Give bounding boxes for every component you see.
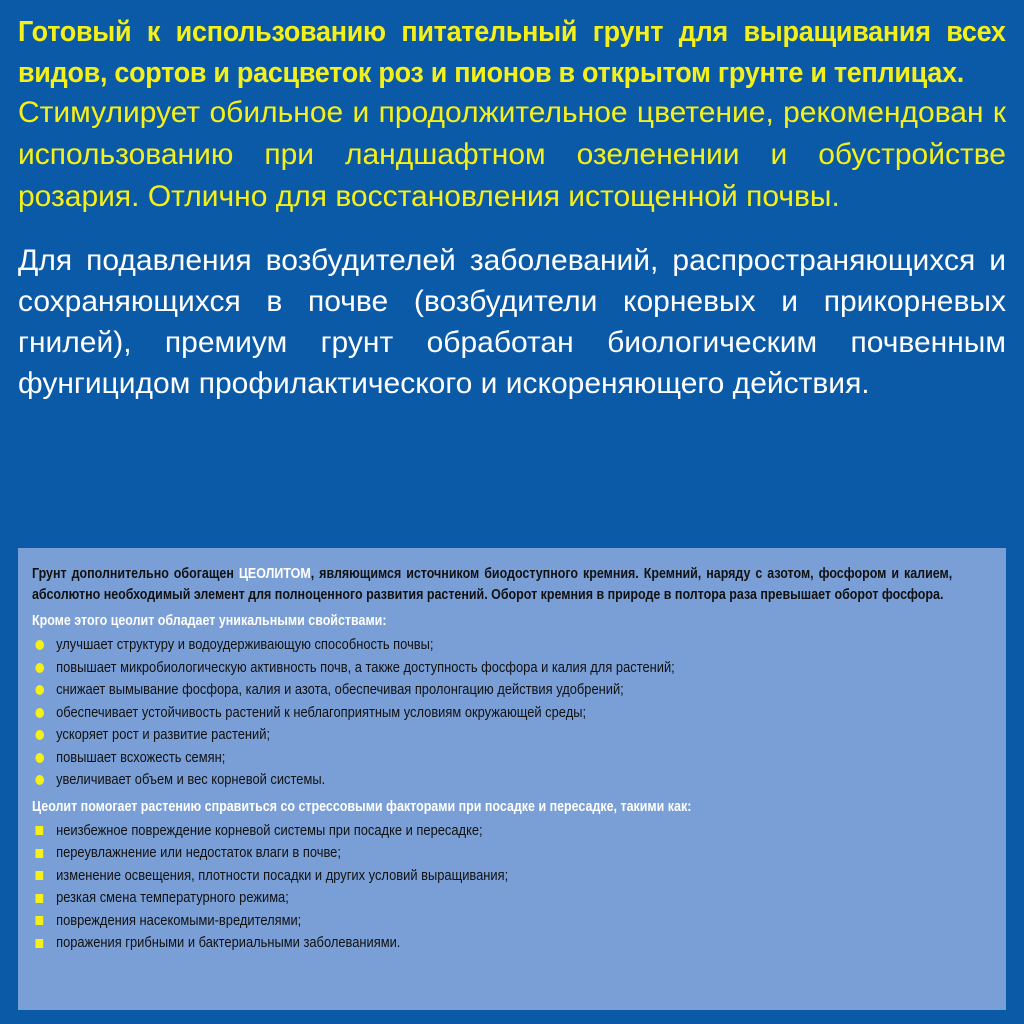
stress-factors-list — [32, 820, 952, 955]
circle-bullet-icon — [35, 685, 44, 695]
circle-bullet-icon — [35, 640, 44, 650]
list-item-text: изменение освещения, плотности посадки и других условий выращивания; — [56, 866, 509, 884]
properties-heading: Кроме этого цеолит обладает уникальными свойствами: — [32, 613, 387, 629]
list-item-text: переувлажнение или недостаток влаги в почве; — [56, 844, 341, 861]
zeolite-highlight: ЦЕОЛИТОМ — [238, 566, 311, 582]
list-item-text: обеспечивает устойчивость растений к неблагоприятным условиям окружающей среды; — [56, 703, 587, 721]
list-item — [32, 769, 952, 792]
properties-list — [32, 634, 952, 792]
list-item — [32, 887, 952, 910]
list-item-text: неизбежное повреждение корневой системы при посадке и пересадке; — [56, 821, 483, 839]
zeolite-intro — [32, 564, 952, 606]
square-bullet-icon — [35, 871, 43, 880]
circle-bullet-icon — [35, 753, 44, 763]
lead-paragraph: Стимулирует обильное и продолжительное цветение, рекомендован к использованию при ландшафтном озеленении и обустройстве розария. Отлично для восстановления истощенной почвы. — [18, 96, 1006, 213]
list-item — [32, 634, 952, 657]
list-item-text: поражения грибными и бактериальными заболеваниями. — [56, 934, 401, 951]
circle-bullet-icon — [35, 775, 44, 785]
list-item-text: улучшает структуру и водоудерживающую способность почвы; — [56, 636, 434, 653]
stress-factors-heading: Цеолит помогает растению справиться со стрессовыми факторами при посадке и пересадке, такими как: — [32, 798, 692, 815]
square-bullet-icon — [35, 916, 43, 925]
list-item-text: увеличивает объем и вес корневой системы. — [56, 771, 326, 788]
list-item — [32, 932, 952, 955]
list-item — [32, 820, 952, 843]
square-bullet-icon — [35, 849, 43, 858]
list-item — [32, 679, 952, 702]
list-item — [32, 910, 952, 933]
list-item — [32, 657, 952, 680]
intro-text-before: Грунт дополнительно обогащен — [32, 566, 239, 582]
circle-bullet-icon — [35, 663, 44, 673]
square-bullet-icon — [35, 826, 43, 835]
list-item — [32, 842, 952, 865]
circle-bullet-icon — [35, 708, 44, 718]
list-item-text: резкая смена температурного режима; — [56, 889, 289, 906]
list-item — [32, 747, 952, 770]
square-bullet-icon — [35, 894, 43, 903]
intro-text-after: , являющимся источником биодоступного кремния. Кремний, наряду с азотом, фосфором и калием, абсолютно необходимый элемент для полноценного развития растений. Оборот кремния в природе в полтора раза превышает оборот фосфора. — [32, 566, 953, 603]
list-item-text: повреждения насекомыми-вредителями; — [56, 911, 302, 929]
circle-bullet-icon — [35, 730, 44, 740]
headline: Готовый к использованию питательный грунт для выращивания всех видов, сортов и расцветок роз и пионов в открытом грунте и теплицах. — [18, 16, 1006, 89]
top-text-block — [18, 12, 1006, 404]
list-item — [32, 724, 952, 747]
zeolite-info-box — [18, 548, 1006, 1010]
square-bullet-icon — [35, 939, 43, 948]
list-item-text: снижает вымывание фосфора, калия и азота, обеспечивая пролонгацию действия удобрений; — [56, 681, 624, 698]
list-item — [32, 865, 952, 888]
fungicide-paragraph: Для подавления возбудителей заболеваний, распространяющихся и сохраняющихся в почве (возбудители корневых и прикорневых гнилей), премиум грунт обработан биологическим почвенным фунгицидом профилактического и искореняющего действия. — [18, 244, 1006, 400]
list-item-text: повышает микробиологическую активность почв, а также доступность фосфора и калия для растений; — [56, 658, 675, 676]
list-item-text: ускоряет рост и развитие растений; — [56, 726, 271, 743]
list-item — [32, 702, 952, 725]
list-item-text: повышает всхожесть семян; — [56, 748, 226, 766]
